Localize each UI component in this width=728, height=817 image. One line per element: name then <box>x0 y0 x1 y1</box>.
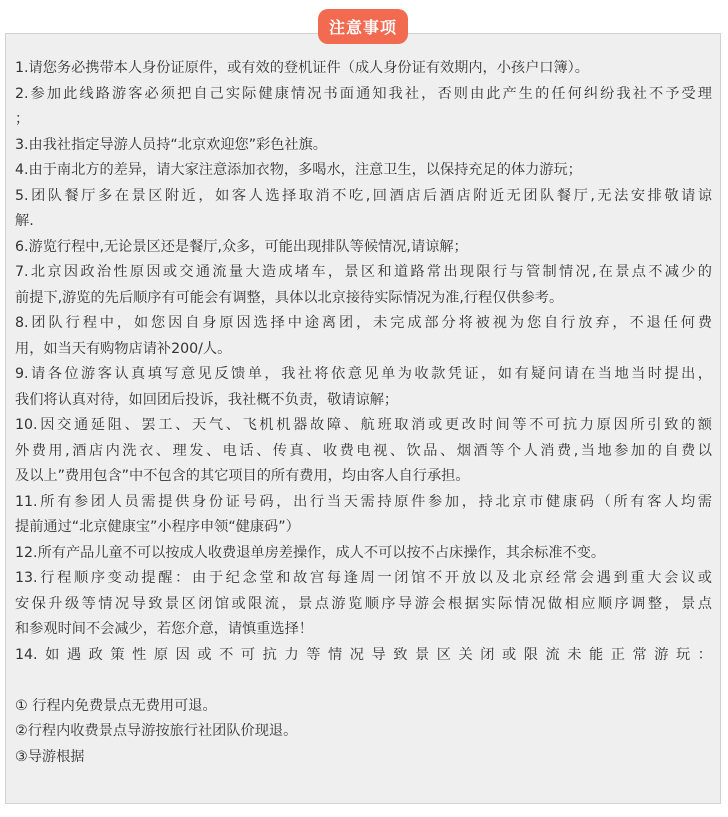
notice-line: 解. <box>15 213 34 229</box>
notice-line: 我们将认真对待，如回团后投诉，我社概不负责，敬请谅解； <box>15 391 399 408</box>
notice-line: 7.北京因政治性原因或交通流量大造成堵车，景区和道路常出现限行与管制情况,在景点不减少的 <box>15 264 712 280</box>
notice-line: 和参观时间不会减少，若您介意，请慎重选择！ <box>15 621 313 637</box>
notice-line: 5.团队餐厅多在景区附近，如客人选择取消不吃,回酒店后酒店附近无团队餐厅,无法安排敬请谅 <box>15 187 712 204</box>
notice-box <box>5 33 721 804</box>
notice-line: 3.由我社指定导游人员持“北京欢迎您”彩色社旗。 <box>15 136 327 153</box>
notice-line: 10.因交通延阻、罢工、天气、飞机机器故障、航班取消或更改时间等不可抗力原因所引致的额 <box>15 417 712 433</box>
notice-line: 9.请各位游客认真填写意见反馈单，我社将依意见单为收款凭证，如有疑问请在当地当时提出， <box>15 366 712 382</box>
notice-line: ③导游根据 <box>15 748 85 765</box>
notice-line: 12.所有产品儿童不可以按成人收费退单房差操作，成人不可以按不占床操作，其余标准不变。 <box>15 544 606 561</box>
notice-line: 8.团队行程中，如您因自身原因选择中途离团，未完成部分将被视为您自行放弃，不退任何费 <box>15 315 712 331</box>
notice-line: 2.参加此线路游客必须把自己实际健康情况书面通知我社，否则由此产生的任何纠纷我社不予受理 <box>15 85 712 102</box>
notice-line: ②行程内收费景点导游按旅行社团队价现退。 <box>15 723 298 739</box>
notice-line: 用，如当天有购物店请补200/人。 <box>15 340 232 357</box>
notice-line: 14.如遇政策性原因或不可抗力等情况导致景区关闭或限流未能正常游玩： <box>15 646 712 663</box>
notice-line: 6.游览行程中,无论景区还是餐厅,众多，可能出现排队等候情况,请谅解； <box>15 238 468 255</box>
blank-line <box>15 668 712 694</box>
notice-line: 4.由于南北方的差异，请大家注意添加衣物，多喝水，注意卫生，以保持充足的体力游玩； <box>15 162 582 178</box>
notice-line: 11.所有参团人员需提供身份证号码，出行当天需持原件参加，持北京市健康码（所有客人均需 <box>15 493 712 510</box>
notice-line: 前提下,游览的先后顺序有可能会有调整，具体以北京接待实际情况为准,行程仅供参考。 <box>15 289 564 306</box>
notice-line: 及以上”费用包含”中不包含的其它项目的所有费用，均由客人自行承担。 <box>15 468 470 484</box>
notice-line: 外费用,酒店内洗衣、理发、电话、传真、收费电视、饮品、烟酒等个人消费,当地参加的自费以 <box>15 442 712 459</box>
notice-line: 13.行程顺序变动提醒：由于纪念堂和故宫每逢周一闭馆不开放以及北京经常会遇到重大会议或 <box>15 570 712 586</box>
notice-line: ① 行程内免费景点无费用可退。 <box>15 697 217 714</box>
notice-title-badge: 注意事项 <box>318 9 408 44</box>
notice-line: 安保升级等情况导致景区闭馆或限流，景点游览顺序导游会根据实际情况做相应顺序调整，景点 <box>15 595 712 612</box>
notice-line: ； <box>15 111 30 127</box>
notice-line: 1.请您务必携带本人身份证原件，或有效的登机证件（成人身份证有效期内，小孩户口簿）。 <box>15 60 589 76</box>
notice-line: 提前通过“北京健康宝”小程序申领“健康码”） <box>15 519 300 535</box>
